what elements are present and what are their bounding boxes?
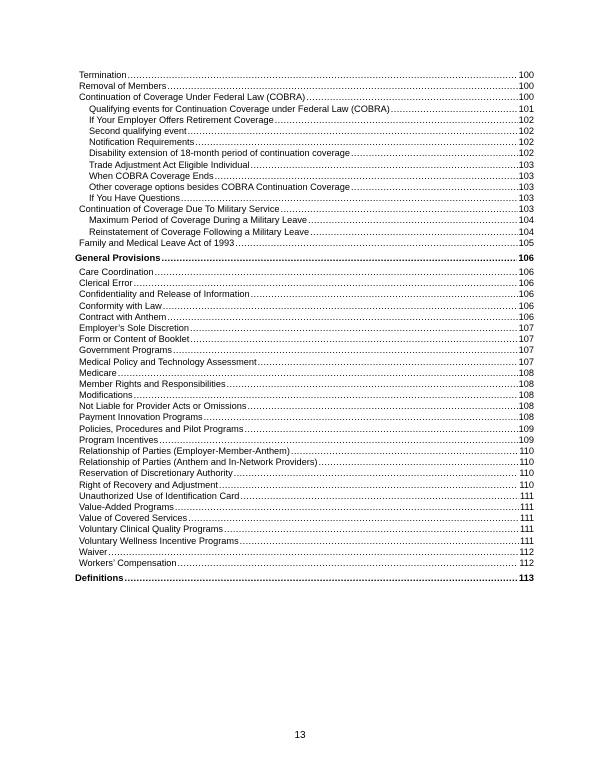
toc-entry-page: 110	[519, 446, 534, 456]
toc-entry-title: Maximum Period of Coverage During a Military Leave	[89, 215, 308, 226]
dot-leader	[155, 267, 518, 278]
toc-entry[interactable]	[79, 278, 534, 289]
toc-entry[interactable]	[79, 547, 534, 558]
dot-leader	[281, 204, 518, 215]
toc-entry[interactable]	[79, 502, 534, 513]
dot-leader	[291, 446, 518, 457]
toc-entry-page: 106	[518, 267, 534, 277]
toc-entry-title: If Your Employer Offers Retirement Coverage	[89, 114, 274, 125]
toc-entry[interactable]	[79, 160, 534, 171]
dot-leader	[167, 312, 517, 323]
toc-entry[interactable]	[79, 137, 534, 148]
toc-entry-page: 111	[520, 535, 534, 546]
toc-entry-title: Reinstatement of Coverage Following a Military Leave	[89, 226, 310, 237]
toc-entry-page: 101	[518, 103, 534, 114]
dot-leader	[219, 480, 518, 491]
toc-entry-title: Relationship of Parties (Employer-Member-Anthem)	[79, 446, 290, 456]
toc-entry-title: General Provisions	[75, 252, 161, 263]
dot-leader	[251, 289, 518, 300]
dot-leader	[240, 536, 519, 547]
toc-entry-title: Medical Policy and Technology Assessment	[79, 356, 257, 367]
toc-entry-title: Care Coordination	[79, 267, 154, 277]
dot-leader	[175, 502, 519, 513]
toc-entry[interactable]	[79, 267, 534, 278]
toc-entry-page: 109	[518, 423, 534, 434]
toc-entry-title: Clerical Error	[79, 278, 133, 289]
toc-entry-page: 108	[518, 367, 534, 378]
toc-entry-page: 111	[520, 490, 534, 501]
toc-entry-title: Government Programs	[79, 345, 172, 356]
toc-entry-title: Removal of Members	[79, 81, 167, 92]
toc-entry-title: If You Have Questions	[89, 193, 180, 204]
dot-leader	[240, 491, 519, 502]
toc-entry-title: Not Liable for Provider Acts or Omissions	[79, 401, 247, 412]
toc-entry-title: Termination	[79, 70, 127, 80]
toc-entry[interactable]	[79, 193, 534, 204]
dot-leader	[134, 390, 518, 401]
toc-entry-title: Continuation of Coverage Under Federal Law (COBRA)	[79, 92, 306, 103]
toc-entry-page: 103	[518, 170, 534, 181]
dot-leader	[310, 227, 518, 238]
toc-entry-page: 111	[520, 501, 534, 512]
toc-entry[interactable]	[79, 81, 534, 92]
toc-entry[interactable]	[79, 558, 534, 569]
toc-entry-title: Waiver	[79, 546, 108, 557]
toc-entry[interactable]	[79, 401, 534, 412]
toc-entry-page: 109	[518, 434, 534, 445]
toc-entry[interactable]	[79, 446, 534, 457]
toc-entry[interactable]	[79, 182, 534, 193]
toc-entry-page: 103	[518, 159, 534, 170]
toc-entry-page: 107	[518, 334, 534, 345]
toc-entry-page: 102	[518, 114, 534, 125]
toc-entry[interactable]	[79, 126, 534, 137]
toc-entry-title: Qualifying events for Continuation Coverage under Federal Law (COBRA)	[89, 103, 390, 114]
toc-section-entry[interactable]	[75, 572, 534, 584]
toc-entry-page: 108	[518, 390, 534, 401]
toc-entry-page: 102	[518, 137, 534, 148]
dot-leader	[351, 148, 518, 159]
toc-entry-page: 102	[518, 148, 534, 159]
dot-leader	[118, 368, 518, 379]
dot-leader	[181, 193, 518, 204]
toc-entry-title: Payment Innovation Programs	[79, 412, 203, 423]
dot-leader	[128, 70, 518, 81]
toc-entry-page: 110	[519, 479, 534, 490]
dot-leader	[251, 160, 518, 171]
toc-entry-page: 112	[519, 546, 534, 557]
toc-entry-title: Form or Content of Booklet	[79, 334, 190, 345]
toc-entry-title: Value of Covered Services	[79, 513, 188, 524]
toc-entry[interactable]	[79, 379, 534, 390]
toc-entry-title: Unauthorized Use of Identification Card	[79, 490, 240, 501]
dot-leader	[224, 524, 519, 535]
toc-entry-title: Policies, Procedures and Pilot Programs	[79, 423, 244, 434]
toc-entry[interactable]	[79, 171, 534, 182]
dot-leader	[195, 137, 517, 148]
toc-entry-page: 107	[518, 322, 534, 333]
dot-leader	[258, 357, 518, 368]
dot-leader	[124, 572, 517, 584]
toc-entry[interactable]	[79, 70, 534, 81]
toc-entry-title: Conformity with Law	[79, 300, 162, 311]
toc-entry-title: Confidentiality and Release of Information	[79, 289, 250, 300]
dot-leader	[159, 435, 518, 446]
toc-entry[interactable]	[79, 323, 534, 334]
toc-entry-page: 106	[518, 311, 534, 322]
toc-entry-page: 106	[518, 252, 534, 263]
toc-entry-page: 103	[518, 193, 534, 204]
toc-entry-title: Member Rights and Responsibilities	[79, 378, 226, 389]
toc-entry-title: When COBRA Coverage Ends	[89, 170, 214, 181]
dot-leader	[235, 238, 517, 249]
toc-entry-title: Program Incentives	[79, 434, 159, 445]
toc-entry-title: Relationship of Parties (Anthem and In-Network Providers)	[79, 457, 318, 468]
toc-entry[interactable]	[79, 524, 534, 535]
toc-entry-page: 100	[518, 70, 534, 80]
toc-entry[interactable]	[79, 412, 534, 423]
dot-leader	[391, 104, 518, 115]
dot-leader	[318, 457, 518, 468]
toc-entry[interactable]	[79, 357, 534, 368]
toc-entry-title: Continuation of Coverage Due To Military Service	[79, 204, 280, 215]
dot-leader	[247, 401, 517, 412]
toc-entry[interactable]	[79, 468, 534, 479]
dot-leader	[275, 115, 518, 126]
toc-entry[interactable]	[79, 215, 534, 226]
dot-leader	[306, 92, 517, 103]
toc-entry-title: Modifications	[79, 390, 133, 401]
toc-entry-page: 100	[518, 92, 534, 103]
toc-entry-title: Voluntary Clinical Quality Programs	[79, 524, 223, 535]
toc-entry-title: Definitions	[75, 572, 124, 584]
dot-leader	[234, 468, 519, 479]
dot-leader	[134, 278, 518, 289]
toc-entry-page: 105	[518, 237, 534, 248]
toc-entry-page: 100	[518, 81, 534, 92]
toc-entry-page: 108	[518, 401, 534, 412]
toc-entry-title: Second qualifying event	[89, 125, 187, 136]
dot-leader	[161, 252, 517, 264]
toc-entry-title: Value-Added Programs	[79, 501, 174, 512]
toc-entry-title: Voluntary Wellness Incentive Programs	[79, 535, 239, 546]
toc-entry-page: 107	[518, 356, 534, 367]
toc-entry[interactable]	[79, 480, 534, 491]
dot-leader	[308, 215, 518, 226]
toc-entry-page: 112	[519, 557, 534, 568]
toc-entry-title: Family and Medical Leave Act of 1993	[79, 237, 235, 248]
toc-entry-page: 111	[520, 513, 534, 524]
toc-entry[interactable]	[79, 204, 534, 215]
toc-entry[interactable]	[79, 390, 534, 401]
dot-leader	[108, 547, 518, 558]
toc-entry[interactable]	[79, 289, 534, 300]
dot-leader	[188, 513, 519, 524]
toc-entry-page: 113	[518, 572, 534, 584]
toc-entry-page: 103	[518, 204, 534, 215]
toc-entry-title: Notification Requirements	[89, 137, 195, 148]
toc-entry[interactable]	[79, 334, 534, 345]
toc-entry[interactable]	[79, 536, 534, 547]
dot-leader	[167, 81, 517, 92]
dot-leader	[227, 379, 518, 390]
toc-entry[interactable]	[79, 457, 534, 468]
toc-entry[interactable]	[79, 312, 534, 323]
toc-entry[interactable]	[79, 227, 534, 238]
dot-leader	[204, 412, 518, 423]
toc-entry-title: Disability extension of 18-month period of continuation coverage	[89, 148, 350, 159]
toc-entry-page: 102	[518, 125, 534, 136]
dot-leader	[190, 334, 517, 345]
toc-entry-title: Medicare	[79, 367, 117, 378]
toc-entry-page: 110	[519, 457, 534, 468]
toc-entry[interactable]	[79, 148, 534, 159]
dot-leader	[178, 558, 519, 569]
toc-entry-title: Right of Recovery and Adjustment	[79, 479, 218, 490]
toc-entry-title: Workers’ Compensation	[79, 557, 177, 568]
toc-entry-page: 108	[518, 378, 534, 389]
page-number: 13	[294, 730, 306, 741]
table-of-contents	[75, 70, 534, 587]
toc-entry[interactable]	[79, 424, 534, 435]
toc-entry-page: 106	[518, 300, 534, 311]
toc-entry-title: Contract with Anthem	[79, 311, 167, 322]
toc-entry-page: 111	[520, 524, 534, 535]
dot-leader	[215, 171, 518, 182]
toc-entry[interactable]	[79, 368, 534, 379]
toc-entry-page: 107	[518, 345, 534, 356]
toc-section-entry[interactable]	[75, 252, 534, 264]
toc-entry-page: 103	[518, 181, 534, 192]
toc-entry-page: 110	[519, 468, 534, 479]
toc-entry[interactable]	[79, 238, 534, 249]
toc-entry[interactable]	[79, 301, 534, 312]
dot-leader	[188, 126, 518, 137]
toc-entry-page: 106	[518, 289, 534, 300]
toc-entry-page: 104	[518, 226, 534, 237]
toc-entry[interactable]	[79, 435, 534, 446]
toc-entry-title: Employer’s Sole Discretion	[79, 322, 189, 333]
dot-leader	[190, 323, 518, 334]
toc-entry[interactable]	[79, 513, 534, 524]
toc-entry-page: 108	[518, 412, 534, 423]
toc-entry[interactable]	[79, 104, 534, 115]
toc-entry-page: 104	[518, 215, 534, 226]
toc-entry-page: 106	[518, 278, 534, 289]
dot-leader	[244, 424, 517, 435]
toc-entry[interactable]	[79, 92, 534, 103]
toc-entry[interactable]	[79, 115, 534, 126]
dot-leader	[163, 301, 518, 312]
toc-entry-title: Other coverage options besides COBRA Continuation Coverage	[89, 181, 350, 192]
toc-entry-title: Trade Adjustment Act Eligible Individual	[89, 159, 250, 170]
dot-leader	[351, 182, 518, 193]
toc-entry[interactable]	[79, 345, 534, 356]
toc-entry-title: Reservation of Discretionary Authority	[79, 468, 233, 479]
dot-leader	[173, 345, 518, 356]
toc-entry[interactable]	[79, 491, 534, 502]
